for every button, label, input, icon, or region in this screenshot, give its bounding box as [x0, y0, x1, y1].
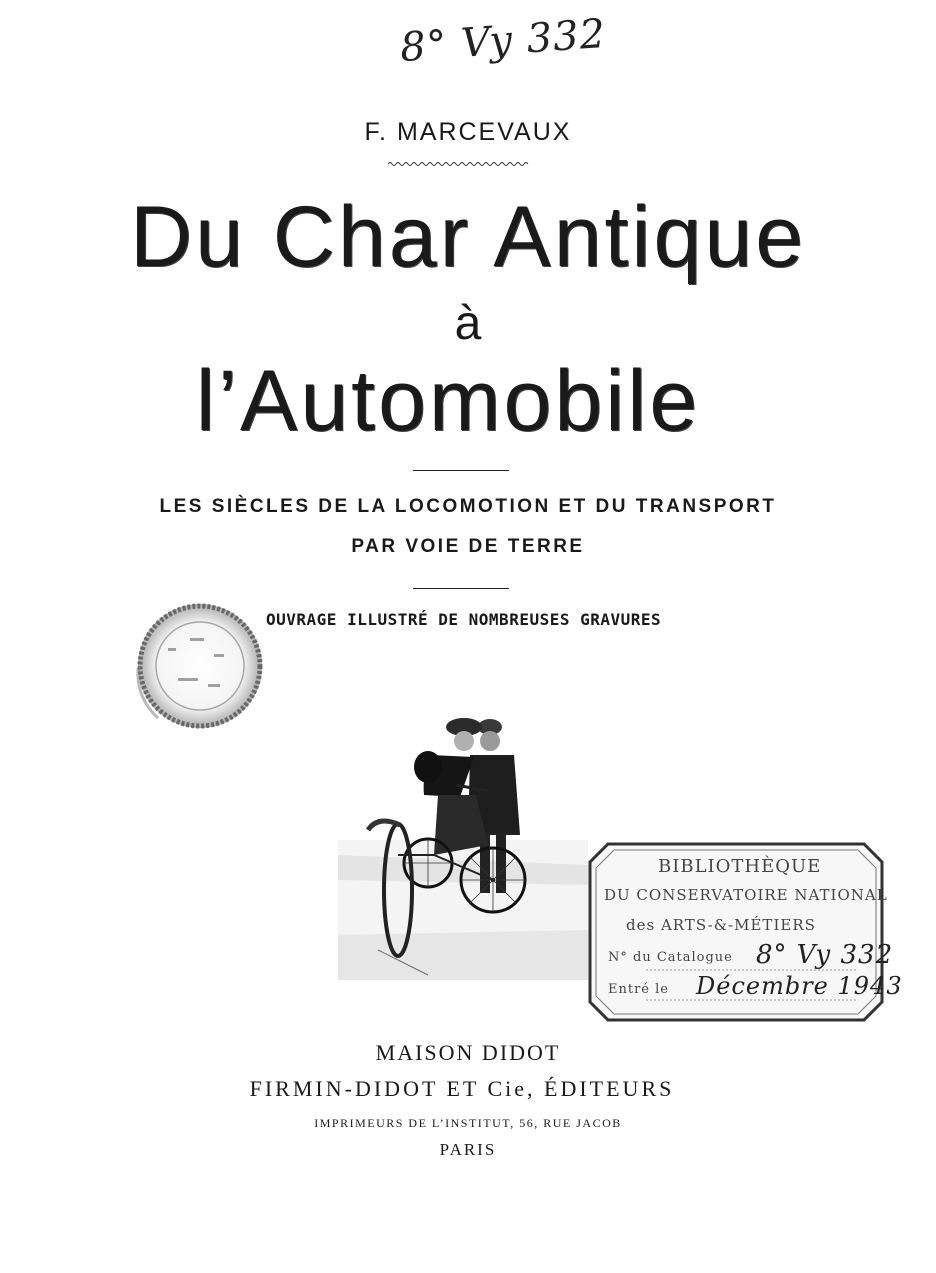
title-line-2: à [454, 297, 482, 350]
library-stamp [586, 840, 903, 1022]
library-seal-icon [128, 598, 268, 738]
divider-rule-bottom [413, 588, 509, 589]
stamp-entry-value: Décembre 1943 [696, 972, 903, 1000]
stamp-line-3: des ARTS-&-MÉTIERS [626, 916, 816, 934]
stamp-line-1: BIBLIOTHÈQUE [658, 856, 822, 877]
publisher-line-3: IMPRIMEURS DE L’INSTITUT, 56, RUE JACOB [314, 1116, 622, 1130]
publisher-line-2: FIRMIN-DIDOT ET Cie, ÉDITEURS [249, 1076, 675, 1101]
subtitle-line-2: PAR VOIE DE TERRE [351, 536, 585, 557]
tricycle-engraving-icon [338, 705, 588, 980]
stamp-line-2: DU CONSERVATOIRE NATIONAL [604, 886, 888, 904]
subtitle-line-1: LES SIÈCLES DE LA LOCOMOTION ET DU TRANSPORT [159, 496, 777, 517]
stamp-catalog-label: N° du Catalogue [608, 950, 733, 965]
ornamental-wavy-rule [388, 160, 530, 168]
illustrations-note: OUVRAGE ILLUSTRÉ DE NOMBREUSES GRAVURES [266, 610, 662, 629]
publisher-line-4: PARIS [439, 1140, 497, 1159]
title-line-3: l’Automobile [195, 353, 701, 449]
title-line-1: Du Char Antique [129, 189, 807, 285]
divider-rule-top [413, 470, 509, 471]
publisher-line-1: MAISON DIDOT [375, 1040, 561, 1065]
author-name: F. MARCEVAUX [364, 118, 572, 146]
shelfmark-handwritten: 8° Vy 332 [398, 10, 608, 72]
stamp-entry-label: Entré le [608, 982, 669, 997]
stamp-catalog-value: 8° Vy 332 [756, 940, 894, 970]
